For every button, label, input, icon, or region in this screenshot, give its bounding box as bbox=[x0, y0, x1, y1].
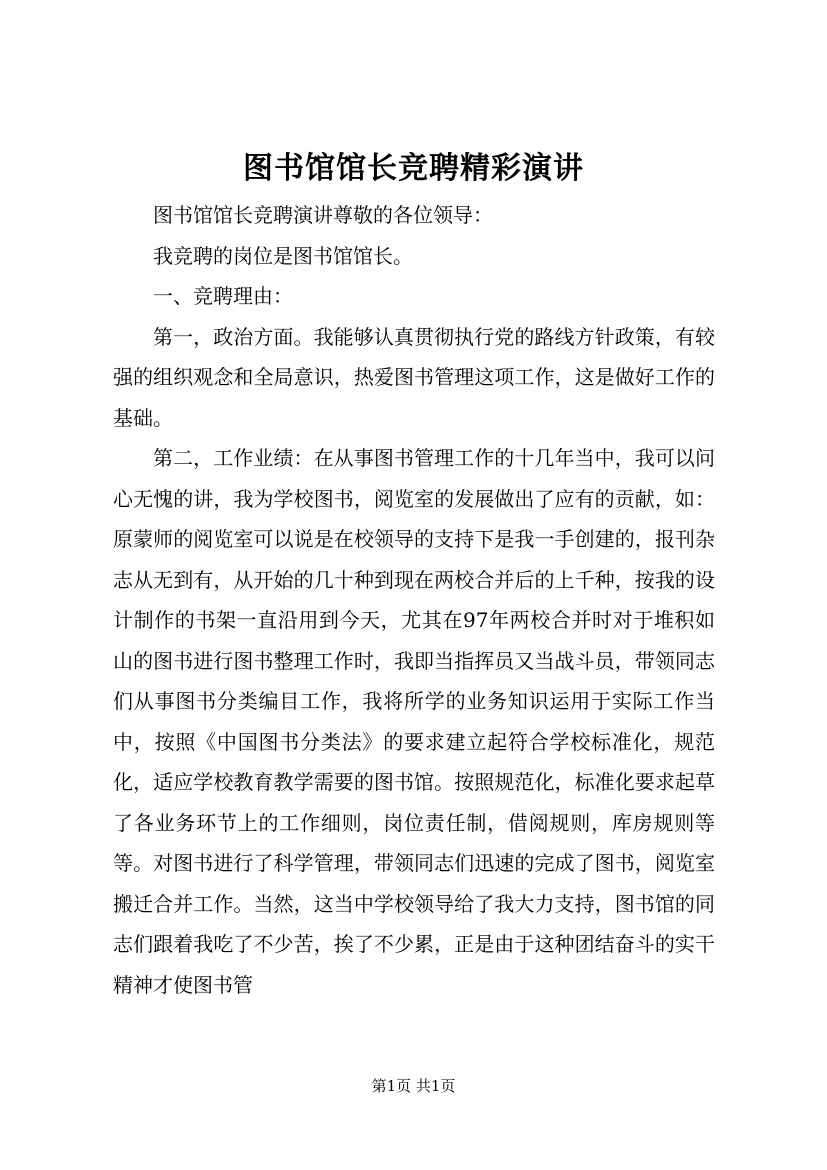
document-title: 图书馆馆长竞聘精彩演讲 bbox=[243, 151, 584, 186]
page-footer: 第1页 共1页 bbox=[371, 1077, 456, 1095]
body-paragraph: 图书馆馆长竞聘演讲尊敬的各位领导： bbox=[153, 203, 493, 227]
document-body bbox=[113, 195, 715, 1005]
body-paragraph: 第二，工作业绩：在从事图书管理工作的十几年当中，我可以问心无愧的讲，我为学校图书，阅览室的发展做出了应有的贡献，如：原蒙师的阅览室可以说是在校领导的支持下是我一手创建的，报刊杂志从无到有，从开始的几十种到现在两校合并后的上千种，按我的设计制作的书架一直沿用到今天，尤其在97年两校合并时对于堆积如山的图书进行图书整理工作时，我即当指挥员又当战斗员，带领同志们从事图书分类编目工作，我将所学的业务知识运用于实际工作当中，按照《中国图书分类法》的要求建立起符合学校标准化，规范化，适应学校教育教学需要的图书馆。按照规范化，标准化要求起草了各业务环节上的工作细则，岗位责任制，借阅规则，库房规则等等。对图书进行了科学管理，带领同志们迅速的完成了图书，阅览室搬迁合并工作。当然，这当中学校领导给了我大力支持，图书馆的同志们跟着我吃了不少苦，挨了不少累，正是由于这种团结奋斗的实干精神才使图书管 bbox=[113, 446, 715, 997]
body-paragraph: 一、竞聘理由： bbox=[153, 284, 293, 308]
body-paragraph: 我竞聘的岗位是图书馆馆长。 bbox=[153, 243, 413, 268]
body-paragraph: 第一，政治方面。我能够认真贯彻执行党的路线方针政策，有较强的组织观念和全局意识，热爱图书管理这项工作，这是做好工作的基础。 bbox=[113, 324, 715, 430]
